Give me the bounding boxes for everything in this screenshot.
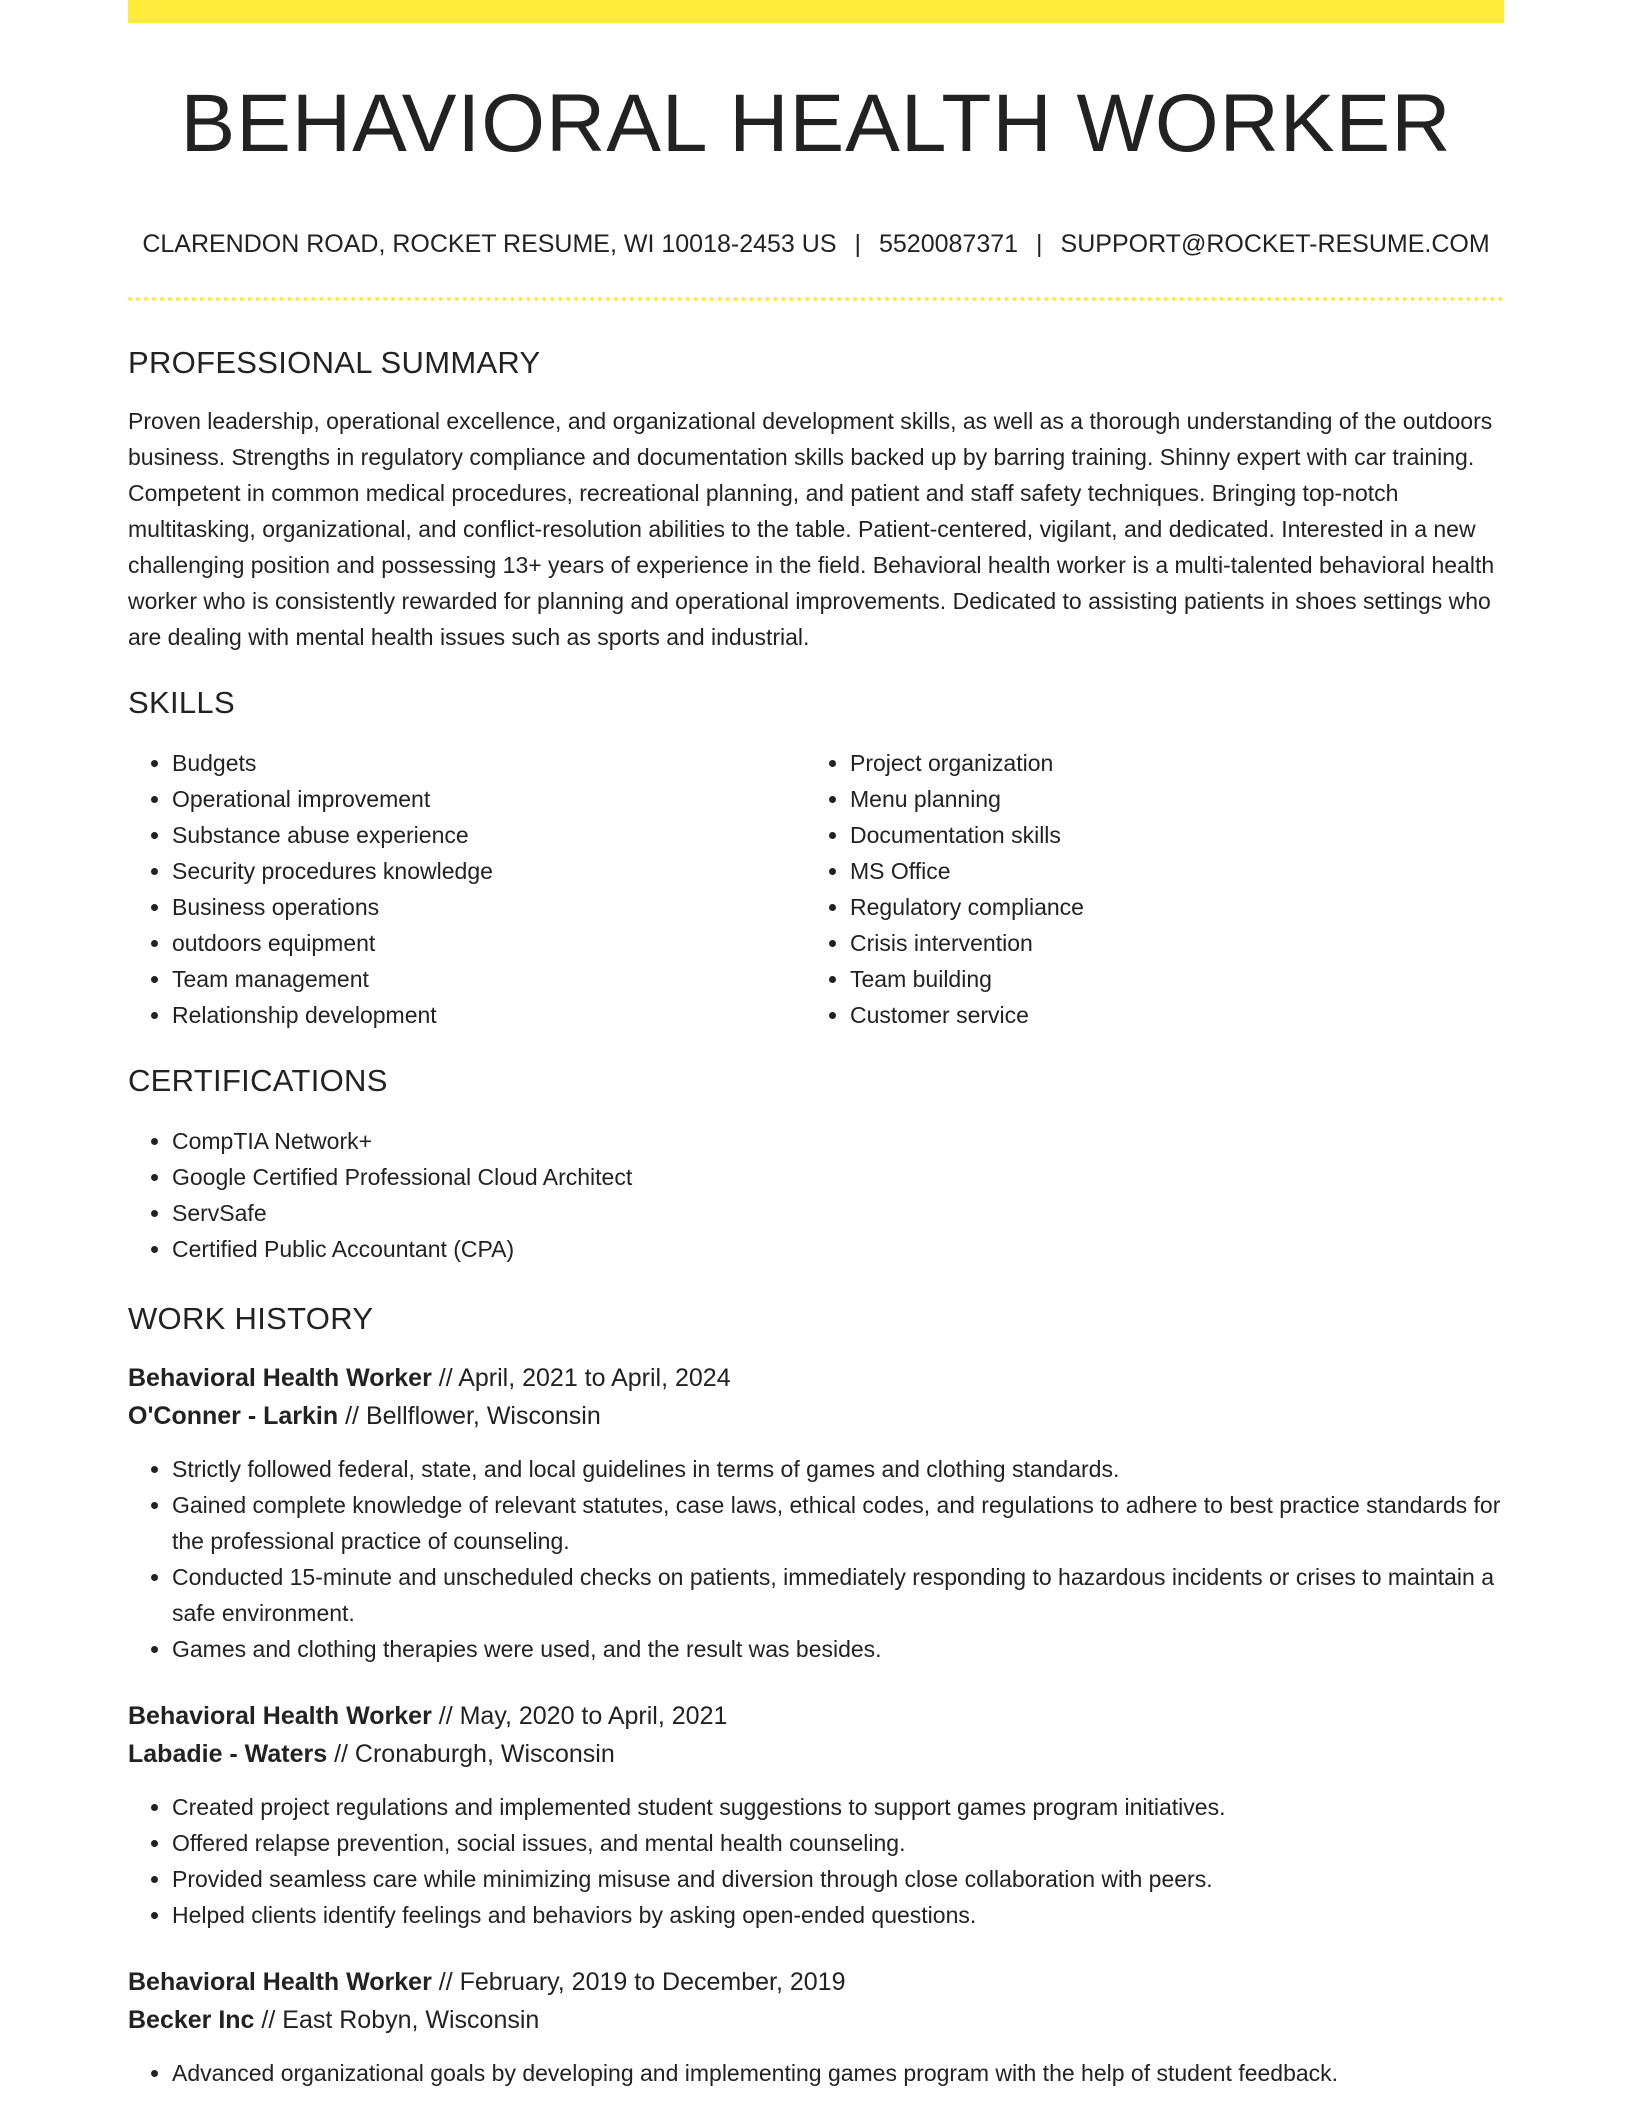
job-entry	[128, 1359, 1504, 1667]
job-bullet: • Conducted 15-minute and unscheduled checks on patients, immediately responding to hazardous incidents or crises to maintain a safe environment.	[172, 1559, 1504, 1631]
skill-item: • Substance abuse experience	[172, 817, 806, 853]
skill-item: • Customer service	[850, 997, 1484, 1033]
job-role: Behavioral Health Worker	[128, 1364, 432, 1393]
job-company: Labadie - Waters	[128, 1740, 328, 1769]
contact-phone: 5520087371	[879, 230, 1019, 259]
contact-separator: |	[854, 230, 861, 259]
job-location: Bellflower, Wisconsin	[365, 1402, 601, 1431]
job-bullet: • Helped clients identify feelings and behaviors by asking open-ended questions.	[172, 1897, 1504, 1933]
job-bullet: • Advanced organizational goals by developing and implementing games program with the help of student feedback.	[172, 2055, 1504, 2091]
job-bullets	[128, 1451, 1504, 1667]
job-bullets	[128, 1789, 1504, 1933]
skill-item: • Crisis intervention	[850, 925, 1484, 961]
dotted-divider	[128, 297, 1504, 301]
certification-item: • Google Certified Professional Cloud Architect	[172, 1159, 1504, 1195]
skill-item: • Security procedures knowledge	[172, 853, 806, 889]
skill-item: • Operational improvement	[172, 781, 806, 817]
job-title-line	[128, 1359, 1504, 1397]
job-bullet: • Gained complete knowledge of relevant statutes, case laws, ethical codes, and regulations to adhere to best practice standards for the professional practice of counseling.	[172, 1487, 1504, 1559]
skill-item: • Team building	[850, 961, 1484, 997]
job-separator: //	[338, 1402, 366, 1431]
accent-top-bar	[128, 0, 1504, 23]
job-company: Becker Inc	[128, 2006, 255, 2035]
job-location: Cronaburgh, Wisconsin	[354, 1740, 615, 1769]
job-separator: //	[431, 1702, 460, 1731]
summary-text: Proven leadership, operational excellence, and organizational development skills, as well as a thorough understanding of the outdoors business. Strengths in regulatory compliance and documentation skills backed up by barring training. Shinny expert with car training. Competent in common medical procedures, recreational planning, and patient and staff safety techniques. Bringing top-notch multitasking, organizational, and conflict-resolution abilities to the table. Patient-centered, vigilant, and dedicated. Interested in a new challenging position and possessing 13+ years of experience in the field. Behavioral health worker is a multi-talented behavioral health worker who is consistently rewarded for planning and operational improvements. Dedicated to assisting patients in shoes settings who are dealing with mental health issues such as sports and industrial.	[128, 408, 1495, 651]
contact-separator: |	[1036, 230, 1043, 259]
skills-left-list	[128, 745, 806, 1033]
resume-name: BEHAVIORAL HEALTH WORKER	[180, 78, 1452, 169]
job-company-line	[128, 1735, 1504, 1773]
skill-item: • Team management	[172, 961, 806, 997]
job-bullet: • Provided seamless care while minimizing misuse and diversion through close collaboration with peers.	[172, 1861, 1504, 1897]
certification-item: • Certified Public Accountant (CPA)	[172, 1231, 1504, 1267]
certifications-list	[128, 1123, 1504, 1267]
skill-item: • Budgets	[172, 745, 806, 781]
certification-item: • ServSafe	[172, 1195, 1504, 1231]
job-company: O'Conner - Larkin	[128, 1402, 339, 1431]
resume-page	[128, 0, 1504, 2091]
job-role: Behavioral Health Worker	[128, 1968, 432, 1997]
skill-item: • Menu planning	[850, 781, 1484, 817]
job-bullet: • Games and clothing therapies were used, and the result was besides.	[172, 1631, 1504, 1667]
job-company-line	[128, 1397, 1504, 1435]
job-separator: //	[254, 2006, 283, 2035]
job-title-line	[128, 1963, 1504, 2001]
skills-heading: SKILLS	[128, 685, 235, 721]
work-history-heading: WORK HISTORY	[128, 1301, 374, 1337]
job-dates: May, 2020 to April, 2021	[459, 1702, 728, 1731]
job-dates: February, 2019 to December, 2019	[459, 1968, 846, 1997]
job-separator: //	[327, 1740, 355, 1769]
job-title-line	[128, 1697, 1504, 1735]
job-entry	[128, 1697, 1504, 1933]
certifications-heading: CERTIFICATIONS	[128, 1063, 388, 1099]
job-bullet: • Offered relapse prevention, social issues, and mental health counseling.	[172, 1825, 1504, 1861]
contact-line	[128, 229, 1504, 259]
job-company-line	[128, 2001, 1504, 2039]
skill-item: • outdoors equipment	[172, 925, 806, 961]
skill-item: • Business operations	[172, 889, 806, 925]
job-separator: //	[431, 1364, 459, 1393]
summary-heading: PROFESSIONAL SUMMARY	[128, 345, 541, 381]
skill-item: • Regulatory compliance	[850, 889, 1484, 925]
contact-email: SUPPORT@ROCKET-RESUME.COM	[1060, 230, 1490, 259]
skill-item: • Project organization	[850, 745, 1484, 781]
job-bullet: • Created project regulations and implemented student suggestions to support games program initiatives.	[172, 1789, 1504, 1825]
job-bullet: • Strictly followed federal, state, and local guidelines in terms of games and clothing standards.	[172, 1451, 1504, 1487]
skill-item: • Documentation skills	[850, 817, 1484, 853]
certification-item: • CompTIA Network+	[172, 1123, 1504, 1159]
job-dates: April, 2021 to April, 2024	[458, 1364, 731, 1393]
job-entry	[128, 1963, 1504, 2091]
job-location: East Robyn, Wisconsin	[282, 2006, 540, 2035]
job-role: Behavioral Health Worker	[128, 1702, 432, 1731]
job-separator: //	[431, 1968, 460, 1997]
skills-columns	[128, 745, 1504, 1033]
skills-right-list	[806, 745, 1484, 1033]
skill-item: • MS Office	[850, 853, 1484, 889]
skill-item: • Relationship development	[172, 997, 806, 1033]
contact-address: CLARENDON ROAD, ROCKET RESUME, WI 10018-2453 US	[142, 230, 837, 259]
job-bullets	[128, 2055, 1504, 2091]
